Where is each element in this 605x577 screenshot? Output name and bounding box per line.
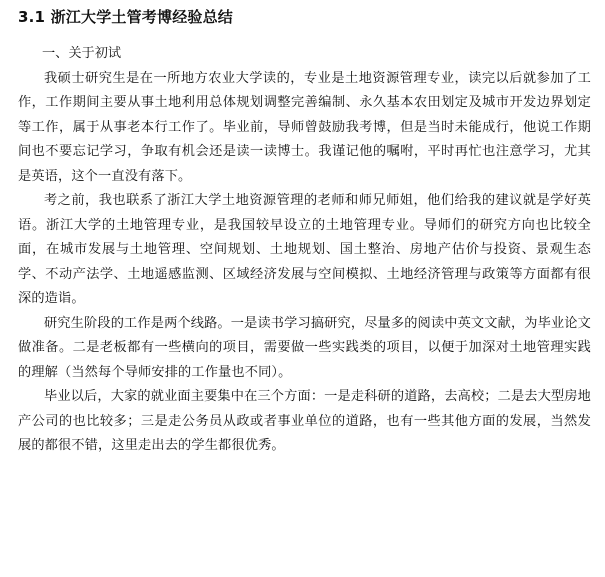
sub-heading: 一、关于初试 — [42, 46, 122, 61]
section-title: 3.1 浙江大学土管考博经验总结 — [18, 8, 233, 26]
paragraph: 毕业以后，大家的就业面主要集中在三个方面：一是走科研的道路，去高校；二是去大型房地产公司的也比较多；三是走公务员从政或者事业单位的道路，也有一些其他方面的发展，当然发展的都很不错，这里走出去的学生都很优秀。 — [18, 389, 591, 453]
paragraph: 考之前，我也联系了浙江大学土地资源管理的老师和师兄师姐，他们给我的建议就是学好英语。浙江大学的土地管理专业，是我国较早设立的土地管理专业。导师们的研究方向也比较全面，在城市发展与土地管理、空间规划、土地规划、国土整治、房地产估价与投资、景观生态学、不动产法学、土地遥感监测、区域经济发展与空间模拟、土地经济管理与政策等方面都有很深的造诣。 — [18, 193, 591, 306]
paragraph: 研究生阶段的工作是两个线路。一是读书学习搞研究，尽量多的阅读中英文文献，为毕业论文做准备。二是老板都有一些横向的项目，需要做一些实践类的项目，以便于加深对土地管理实践的理解（当然每个导师安排的工作量也不同）。 — [18, 315, 591, 380]
paragraph: 我硕士研究生是在一所地方农业大学读的，专业是土地资源管理专业，读完以后就参加了工作，工作期间主要从事土地利用总体规划调整完善编制、永久基本农田划定及城市开发边界划定等工作，属于从事老本行工作了。毕业前，导师曾鼓励我考博，但是当时未能成行，他说工作期间也不要忘记学习，争取有机会还是读一读博士。我谨记他的嘱咐，平时再忙也注意学习，尤其是英语，这个一直没有落下。 — [18, 70, 591, 184]
